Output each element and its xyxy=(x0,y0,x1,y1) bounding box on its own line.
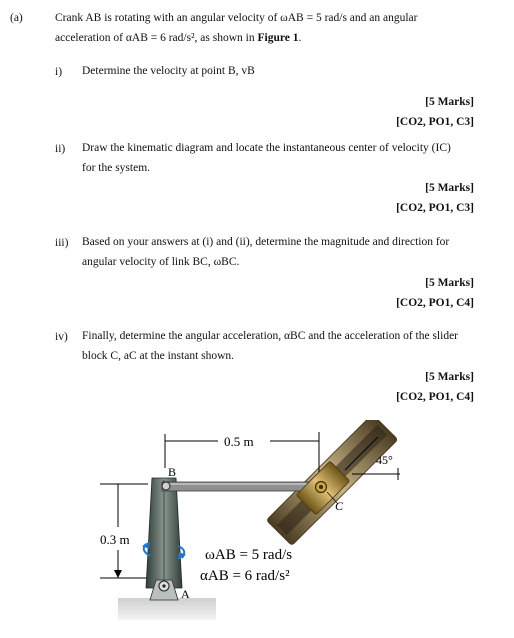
intro-line-1: Crank AB is rotating with an angular velocity of ωAB = 5 rad/s and an angular xyxy=(55,12,418,24)
part-ii-line-1: Draw the kinematic diagram and locate the instantaneous center of velocity (IC) xyxy=(82,142,451,154)
alpha-ab-label: αAB = 6 rad/s² xyxy=(200,568,290,584)
part-i-marks xyxy=(396,92,474,132)
part-iii-number: iii) xyxy=(55,237,69,249)
mechanism-figure xyxy=(0,420,514,638)
part-i-outcomes: [CO2, PO1, C3] xyxy=(396,116,474,128)
intro-line-2 xyxy=(55,28,475,48)
angle-label: 45° xyxy=(376,453,393,467)
part-iii-text xyxy=(82,232,472,272)
rod-bc xyxy=(162,482,320,491)
intro-line-2-text: acceleration of αAB = 6 rad/s², as shown in xyxy=(55,32,258,44)
dim-vertical-label: 0.3 m xyxy=(100,532,130,547)
part-ii-text xyxy=(82,138,472,178)
part-iv-text xyxy=(82,326,472,366)
dim-horizontal-label: 0.5 m xyxy=(224,434,254,449)
intro-line-2-end: . xyxy=(298,32,302,44)
part-iv-outcomes: [CO2, PO1, C4] xyxy=(396,391,474,403)
mechanism-diagram xyxy=(0,420,514,638)
part-ii-line-2: for the system. xyxy=(82,162,151,174)
pin-c-center xyxy=(319,485,323,489)
part-iv-marks-value: [5 Marks] xyxy=(425,371,474,383)
part-ii-marks xyxy=(396,178,474,218)
part-iii-line-1: Based on your answers at (i) and (ii), determine the magnitude and direction for xyxy=(82,236,450,248)
dim-arrow-down xyxy=(114,570,122,578)
part-iii-line-2: angular velocity of link BC, ωBC. xyxy=(82,256,240,268)
part-iii-marks xyxy=(396,273,474,313)
part-iv-line-1: Finally, determine the angular acceleration, αBC and the acceleration of the slider xyxy=(82,330,459,342)
part-ii-outcomes: [CO2, PO1, C3] xyxy=(396,202,474,214)
part-i-line-1: Determine the velocity at point B, vB xyxy=(82,65,255,77)
pin-a-center xyxy=(162,584,165,587)
ground xyxy=(118,598,216,620)
label-c: C xyxy=(335,499,344,513)
part-ii-marks-value: [5 Marks] xyxy=(425,182,474,194)
label-a: A xyxy=(181,587,190,601)
part-iv-line-2: block C, aC at the instant shown. xyxy=(82,350,235,362)
part-ii-number: ii) xyxy=(55,143,66,155)
part-i-text xyxy=(82,61,472,81)
part-iii-marks-value: [5 Marks] xyxy=(425,277,474,289)
figure-reference: Figure 1 xyxy=(257,32,299,44)
label-b: B xyxy=(168,465,177,479)
omega-ab-label: ωAB = 5 rad/s xyxy=(205,547,293,563)
part-i-marks-value: [5 Marks] xyxy=(425,96,474,108)
pin-b xyxy=(162,482,170,490)
question-intro xyxy=(55,8,475,48)
part-iv-number: iv) xyxy=(55,331,68,343)
question-label: (a) xyxy=(10,12,23,24)
part-iv-marks xyxy=(396,367,474,407)
part-iii-outcomes: [CO2, PO1, C4] xyxy=(396,297,474,309)
part-i-number: i) xyxy=(55,66,63,78)
